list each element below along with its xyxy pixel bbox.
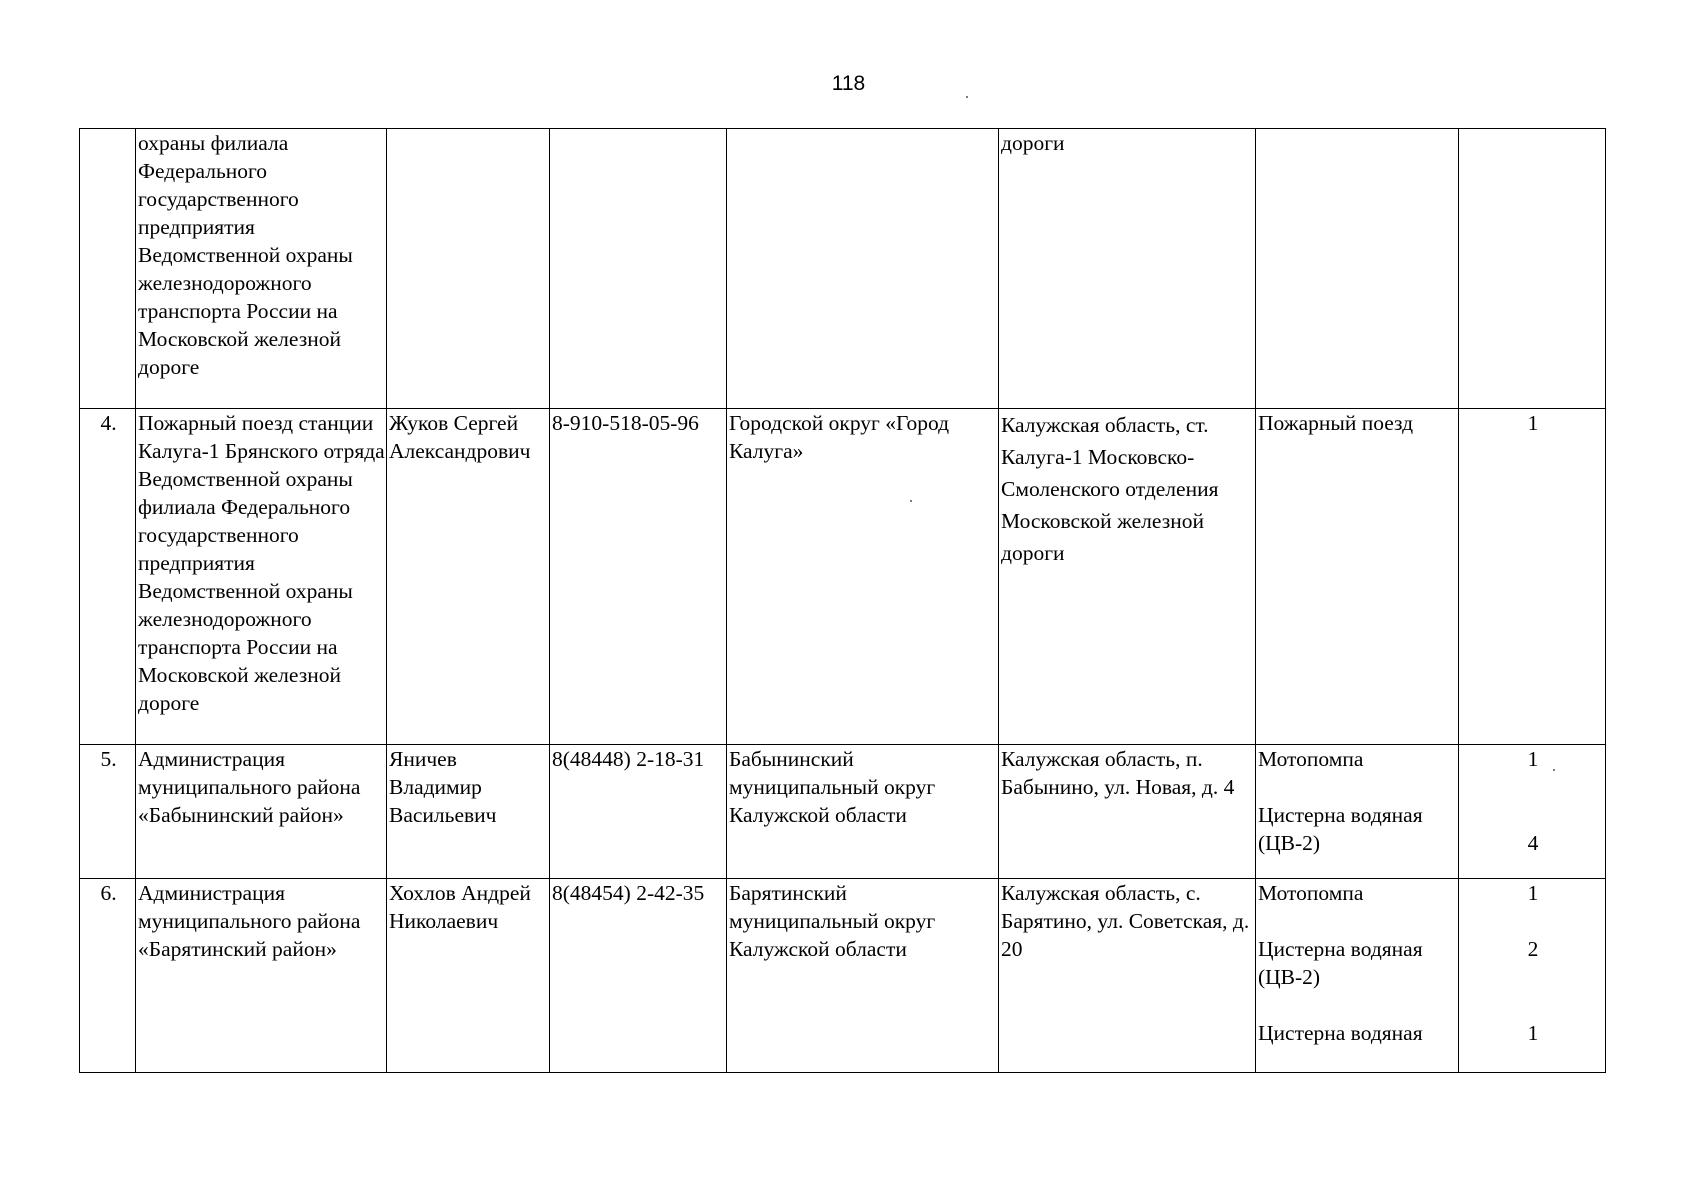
equipment-item: Цистерна водяная bbox=[1258, 1021, 1423, 1045]
equipment-item: Мотопомпа bbox=[1258, 747, 1364, 771]
table-row bbox=[80, 745, 1606, 879]
equipment-cell bbox=[1256, 129, 1459, 409]
address-cell: Калужская область, с. Барятино, ул. Советская, д. 20 bbox=[999, 879, 1256, 1073]
phone-cell: 8(48448) 2-18-31 bbox=[550, 745, 727, 879]
organization-cell: охраны филиала Федерального государственного предприятия Ведомственной охраны железнодорожного транспорта России на Московской железной дороге bbox=[136, 129, 387, 409]
equipment-cell bbox=[1256, 409, 1459, 745]
equipment-item: Мотопомпа bbox=[1258, 881, 1364, 905]
phone-cell bbox=[550, 129, 727, 409]
municipality-cell: Барятинский муниципальный округ Калужской области bbox=[727, 879, 999, 1073]
municipality-cell: Городской округ «Город Калуга» bbox=[727, 409, 999, 745]
row-number: 5. bbox=[80, 745, 136, 879]
quantity-value: 1 bbox=[1527, 881, 1539, 905]
phone-cell: 8-910-518-05-96 bbox=[550, 409, 727, 745]
equipment-item: Цистерна водяная (ЦВ-2) bbox=[1258, 937, 1428, 989]
equipment-cell bbox=[1256, 879, 1459, 1073]
row-number: 4. bbox=[80, 409, 136, 745]
organization-cell: Администрация муниципального района «Барятинский район» bbox=[136, 879, 387, 1073]
page-number: 118 bbox=[831, 72, 866, 95]
quantity-value: 2 bbox=[1527, 937, 1539, 961]
address-cell: Калужская область, п. Бабынино, ул. Новая, д. 4 bbox=[999, 745, 1256, 879]
head-cell: Жуков Сергей Александрович bbox=[387, 409, 550, 745]
quantity-value: 1 bbox=[1527, 1021, 1539, 1045]
equipment-cell bbox=[1256, 745, 1459, 879]
table-row bbox=[80, 879, 1606, 1073]
row-number bbox=[80, 129, 136, 409]
municipality-cell bbox=[727, 129, 999, 409]
head-cell: Яничев Владимир Васильевич bbox=[387, 745, 550, 879]
address-cell: дороги bbox=[999, 129, 1256, 409]
address-cell: Калужская область, ст. Калуга-1 Московско-Смоленского отделения Московской железной дороги bbox=[999, 409, 1256, 745]
quantity-cell bbox=[1459, 745, 1606, 879]
quantity-cell bbox=[1459, 409, 1606, 745]
table-row bbox=[80, 409, 1606, 745]
equipment-item: Цистерна водяная (ЦВ-2) bbox=[1258, 803, 1428, 855]
organization-cell: Пожарный поезд станции Калуга-1 Брянского отряда Ведомственной охраны филиала Федерального государственного предприятия Ведомственной охраны железнодорожного транспорта России на Московской железной дороге bbox=[136, 409, 387, 745]
quantity-cell bbox=[1459, 129, 1606, 409]
phone-cell: 8(48454) 2-42-35 bbox=[550, 879, 727, 1073]
scan-artifact-dot bbox=[966, 96, 968, 98]
municipality-cell: Бабынинский муниципальный округ Калужской области bbox=[727, 745, 999, 879]
quantity-value: 4 bbox=[1527, 831, 1539, 855]
table-row bbox=[80, 129, 1606, 409]
quantity-cell bbox=[1459, 879, 1606, 1073]
head-cell bbox=[387, 129, 550, 409]
row-number: 6. bbox=[80, 879, 136, 1073]
equipment-item: Пожарный поезд bbox=[1258, 411, 1414, 435]
organization-cell: Администрация муниципального района «Бабынинский район» bbox=[136, 745, 387, 879]
quantity-value: 1 bbox=[1527, 411, 1539, 435]
quantity-value: 1 bbox=[1527, 747, 1539, 771]
equipment-table bbox=[79, 128, 1606, 1073]
head-cell: Хохлов Андрей Николаевич bbox=[387, 879, 550, 1073]
